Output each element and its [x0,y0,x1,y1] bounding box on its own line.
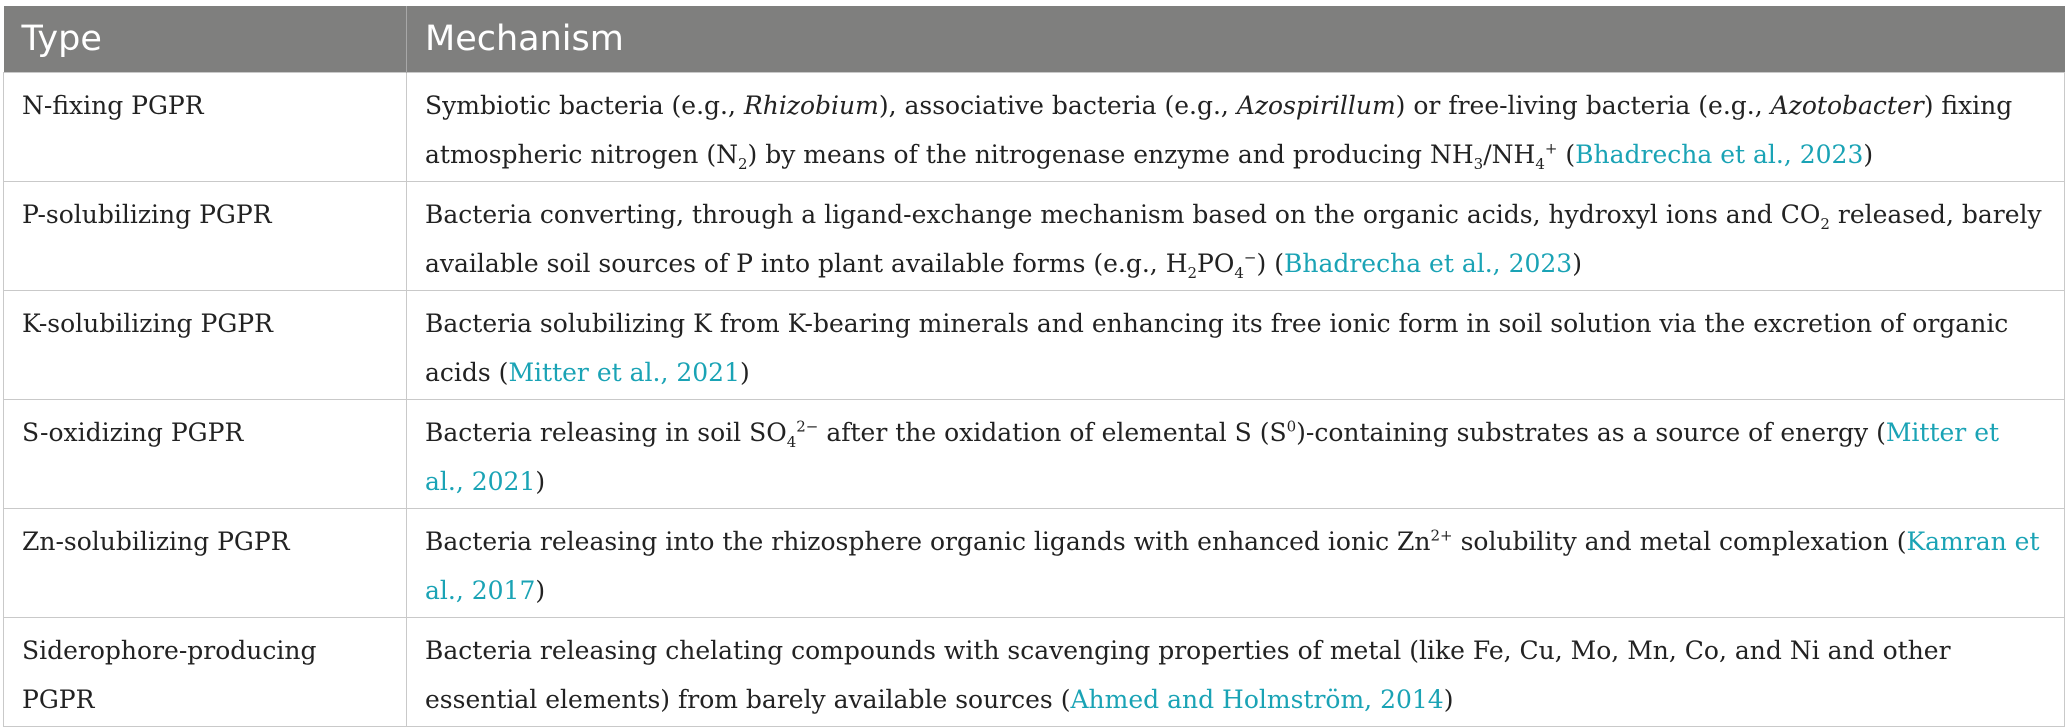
mechanism-text: solubility and metal complexation ( [1452,527,1907,556]
type-cell: Siderophore-producing PGPR [4,618,407,727]
table-row [4,618,2065,727]
mechanism-text: PO [1197,249,1235,278]
mechanism-text: )-containing substrates as a source of energy ( [1296,418,1886,447]
header-row [4,6,2065,73]
mechanism-text: ), associative bacteria (e.g., [878,91,1237,120]
mechanism-text: Bacteria releasing chelating compounds with scavenging properties of metal (like Fe, Cu, Mo, Mn, Co, and Ni and other essential elements) from barely available sources ( [425,636,1951,714]
mechanism-text: Bacteria converting, through a ligand-exchange mechanism based on the organic acids, hydroxyl ions and CO [425,200,1821,229]
type-cell: Zn-solubilizing PGPR [4,509,407,618]
table-row [4,509,2065,618]
genus-name: Azospirillum [1236,91,1396,120]
subscript: 2 [737,155,748,173]
superscript: − [1243,248,1257,267]
superscript: 2− [796,417,819,436]
subscript: 4 [1234,264,1244,282]
mechanism-text: ( [1557,140,1576,169]
table-header [4,6,2065,73]
table-row [4,73,2065,182]
mechanism-text: ) [535,576,546,605]
type-cell: N-fixing PGPR [4,73,407,182]
subscript: 4 [1535,155,1545,173]
citation-link[interactable]: Kamran et al., 2017 [425,527,2040,605]
mechanism-text: ) by means of the nitrogenase enzyme and producing NH [747,140,1474,169]
superscript: + [1544,139,1558,158]
mechanism-text: released, barely available soil sources of P into plant available forms (e.g., H [425,200,2042,278]
citation-link[interactable]: Mitter et al., 2021 [425,418,2000,496]
type-cell: K-solubilizing PGPR [4,291,407,400]
genus-name: Rhizobium [743,91,879,120]
mechanism-text: /NH [1483,140,1536,169]
citation-link[interactable]: Mitter et al., 2021 [508,358,740,387]
subscript: 4 [786,433,797,451]
mechanism-cell [407,182,2065,291]
mechanism-cell [407,400,2065,509]
genus-name: Azotobacter [1770,91,1924,120]
mechanism-text: ) ( [1256,249,1284,278]
mechanism-text: Bacteria solubilizing K from K-bearing minerals and enhancing its free ionic form in soil solution via the excretion of organic acids ( [425,309,2009,387]
superscript: 0 [1286,417,1297,436]
pgpr-table [3,6,2065,727]
type-cell: S-oxidizing PGPR [4,400,407,509]
mechanism-text: after the oxidation of elemental S (S [818,418,1287,447]
mechanism-text: ) fixing atmospheric nitrogen (N [425,91,2013,169]
mechanism-text: ) or free-living bacteria (e.g., [1395,91,1771,120]
superscript: 2+ [1430,526,1453,545]
table-row [4,182,2065,291]
mechanism-cell [407,618,2065,727]
subscript: 2 [1187,264,1198,282]
table-row [4,291,2065,400]
header-mechanism: Mechanism [407,6,2065,73]
citation-link[interactable]: Bhadrecha et al., 2023 [1283,249,1573,278]
citation-link[interactable]: Ahmed and Holmström, 2014 [1070,685,1444,714]
mechanism-text: ) [1572,249,1582,278]
mechanism-text: Bacteria releasing into the rhizosphere organic ligands with enhanced ionic Zn [425,527,1431,556]
citation-link[interactable]: Bhadrecha et al., 2023 [1575,140,1864,169]
mechanism-text: ) [1863,140,1874,169]
mechanism-cell [407,73,2065,182]
header-type: Type [4,6,407,73]
mechanism-text: ) [535,467,546,496]
subscript: 2 [1820,215,1830,233]
subscript: 3 [1473,155,1484,173]
mechanism-text: Bacteria releasing in soil SO [425,418,787,447]
mechanism-text: ) [1443,685,1454,714]
mechanism-text: ) [739,358,750,387]
mechanism-text: Symbiotic bacteria (e.g., [425,91,744,120]
mechanism-cell [407,291,2065,400]
mechanism-cell [407,509,2065,618]
type-cell: P-solubilizing PGPR [4,182,407,291]
table-row [4,400,2065,509]
